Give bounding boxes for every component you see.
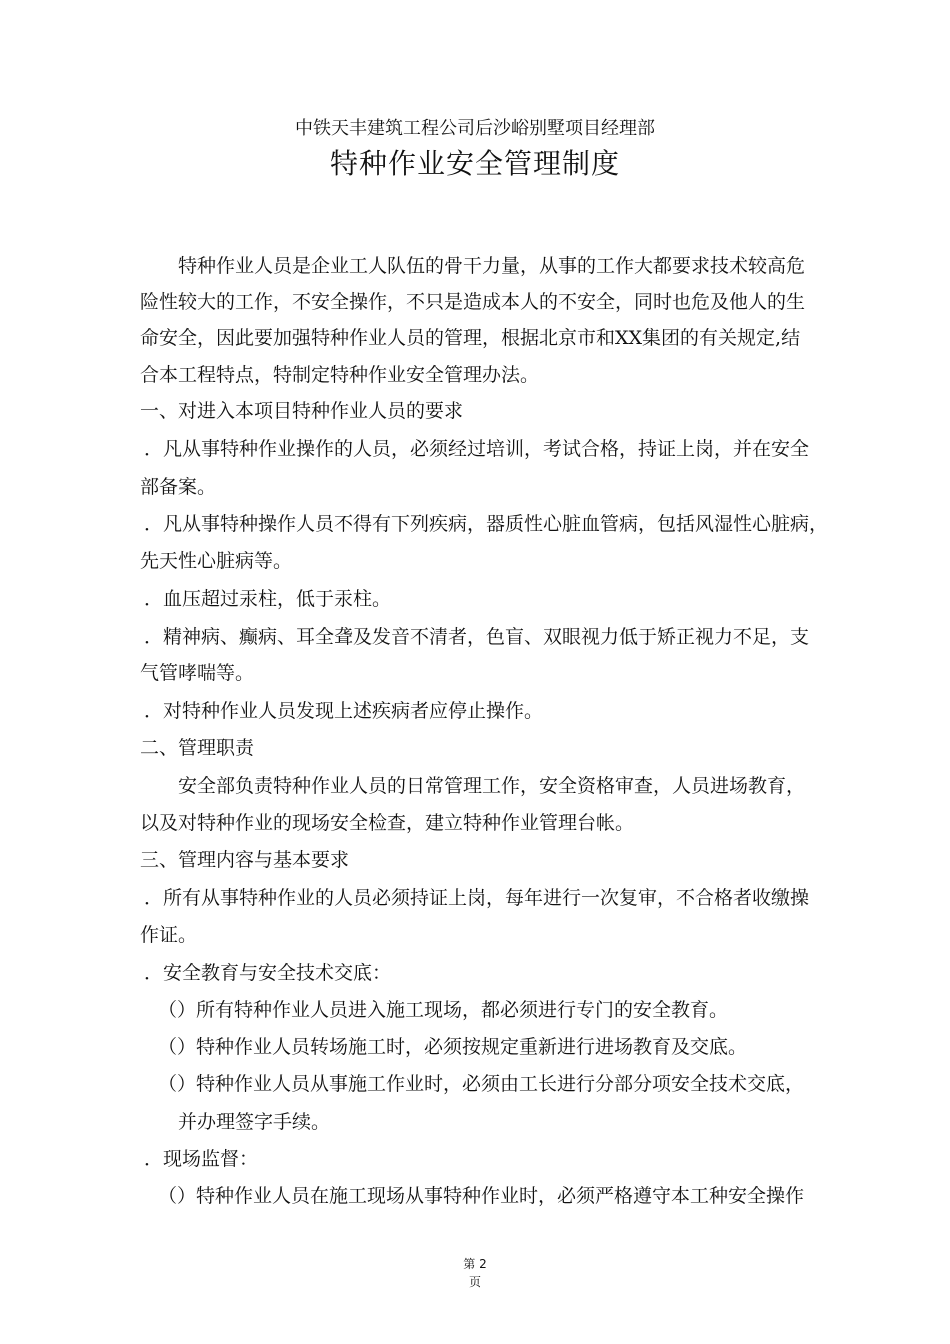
section-heading: 二、管理职责 [140, 737, 255, 759]
section-heading: 三、管理内容与基本要求 [140, 849, 350, 871]
body-line: ．安全教育与安全技术交底： [144, 962, 392, 984]
body-line: 以及对特种作业的现场安全检查，建立特种作业管理台帐。 [140, 812, 635, 834]
body-line: 气管哮喘等。 [140, 662, 255, 684]
organization-name: 中铁天丰建筑工程公司后沙峪别墅项目经理部 [295, 118, 655, 139]
body-line: 部备案。 [140, 476, 217, 498]
body-line: ．凡从事特种操作人员不得有下列疾病，器质性心脏血管病，包括风湿性心脏病， [144, 513, 829, 535]
body-line: ．所有从事特种作业的人员必须持证上岗，每年进行一次复审，不合格者收缴操 [144, 887, 810, 909]
page-number-suffix: 页 [468, 1275, 481, 1289]
body-line: 安全部负责特种作业人员的日常管理工作，安全资格审查，人员进场教育， [178, 775, 806, 797]
body-line: ．精神病、癫病、耳全聋及发音不清者，色盲、双眼视力低于矫正视力不足，支 [144, 626, 810, 648]
body-line: 先天性心脏病等。 [140, 550, 293, 572]
body-line: ．对特种作业人员发现上述疾病者应停止操作。 [144, 700, 544, 722]
page-number: 第 2 [463, 1257, 487, 1271]
intro-line: 命安全，因此要加强特种作业人员的管理，根据北京市和XX集团的有关规定,结 [140, 327, 801, 349]
body-line: ．现场监督： [144, 1148, 259, 1170]
intro-line: 险性较大的工作，不安全操作，不只是造成本人的不安全，同时也危及他人的生 [140, 291, 806, 313]
intro-line: 合本工程特点，特制定特种作业安全管理办法。 [140, 364, 540, 386]
body-line: 并办理签字手续。 [178, 1111, 331, 1133]
intro-line: 特种作业人员是企业工人队伍的骨干力量，从事的工作大都要求技术较高危 [178, 255, 806, 277]
body-line: ．凡从事特种作业操作的人员，必须经过培训，考试合格，持证上岗，并在安全 [144, 438, 810, 460]
body-line: ．血压超过汞柱，低于汞柱。 [144, 588, 392, 610]
body-line: 作证。 [140, 924, 198, 946]
page-title: 特种作业安全管理制度 [329, 147, 620, 180]
body-line: （）特种作业人员在施工现场从事特种作业时，必须严格遵守本工种安全操作 [158, 1185, 805, 1207]
body-line: （）特种作业人员从事施工作业时，必须由工长进行分部分项安全技术交底， [158, 1073, 805, 1095]
section-heading: 一、对进入本项目特种作业人员的要求 [140, 400, 464, 422]
body-line: （）特种作业人员转场施工时，必须按规定重新进行进场教育及交底。 [158, 1036, 748, 1058]
body-line: （）所有特种作业人员进入施工现场，都必须进行专门的安全教育。 [158, 999, 729, 1021]
